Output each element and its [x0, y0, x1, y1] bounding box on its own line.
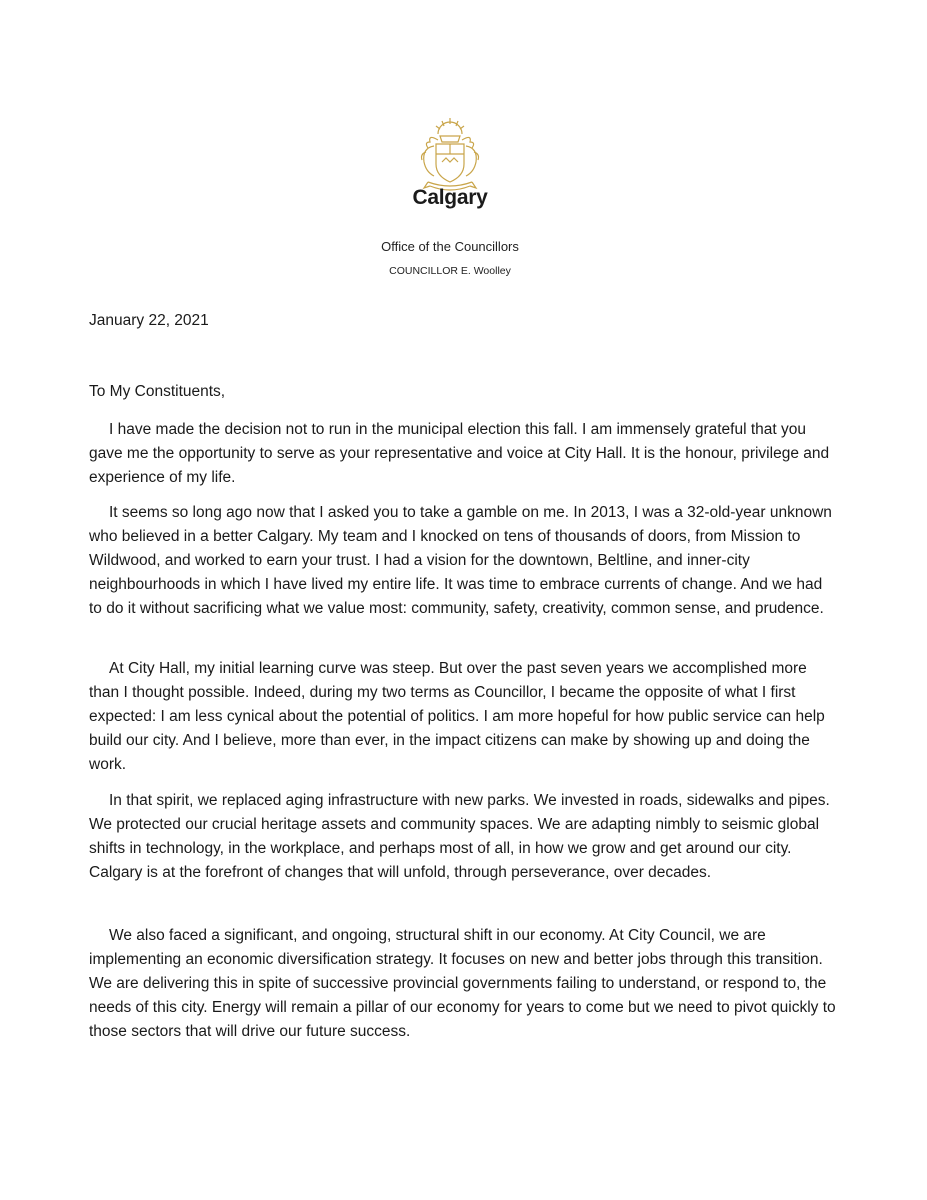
- councillor-name: COUNCILLOR E. Woolley: [389, 265, 511, 277]
- office-title: Office of the Councillors: [381, 239, 519, 254]
- letter-salutation: To My Constituents,: [89, 383, 226, 400]
- letter-date: January 22, 2021: [89, 312, 209, 329]
- body-paragraph: I have made the decision not to run in the municipal election this fall. I am immensely grateful that you gave me the opportunity to serve as your representative and voice at City Hall. It is the honour, privilege and experience of my life.: [89, 421, 830, 486]
- body-paragraph: We also faced a significant, and ongoing, structural shift in our economy. At City Council, we are implementing an economic diversification strategy. It focuses on new and better jobs through this transition. We are delivering this in spite of successive provincial governments failing to understand, or respond to, the needs of this city. Energy will remain a pillar of our economy for years to come but we need to pivot quickly to those sectors that will drive our future success.: [89, 927, 836, 1040]
- body-paragraph: It seems so long ago now that I asked you to take a gamble on me. In 2013, I was a 32-old-year unknown who believed in a better Calgary. My team and I knocked on tens of thousands of doors, from Mission to Wildwood, and worked to earn your trust. I had a vision for the downtown, Beltline, and inner-city neighbourhoods in which I have lived my entire life. It was time to embrace currents of change. And we had to do it without sacrificing what we value most: community, safety, creativity, common sense, and prudence.: [89, 504, 832, 617]
- body-paragraph: At City Hall, my initial learning curve was steep. But over the past seven years we accomplished more than I thought possible. Indeed, during my two terms as Councillor, I became the opposite of what I first expected: I am less cynical about the potential of politics. I am more hopeful for how public service can help build our city. And I believe, more than ever, in the impact citizens can make by showing up and doing the work.: [89, 660, 825, 773]
- body-paragraph: In that spirit, we replaced aging infrastructure with new parks. We invested in roads, sidewalks and pipes. We protected our crucial heritage assets and community spaces. We are adapting nimbly to seismic global shifts in technology, in the workplace, and perhaps most of all, in how we grow and get around our city. Calgary is at the forefront of changes that will unfold, through perseverance, over decades.: [89, 792, 830, 881]
- calgary-wordmark: Calgary: [412, 186, 488, 209]
- city-crest-logo: [412, 112, 488, 194]
